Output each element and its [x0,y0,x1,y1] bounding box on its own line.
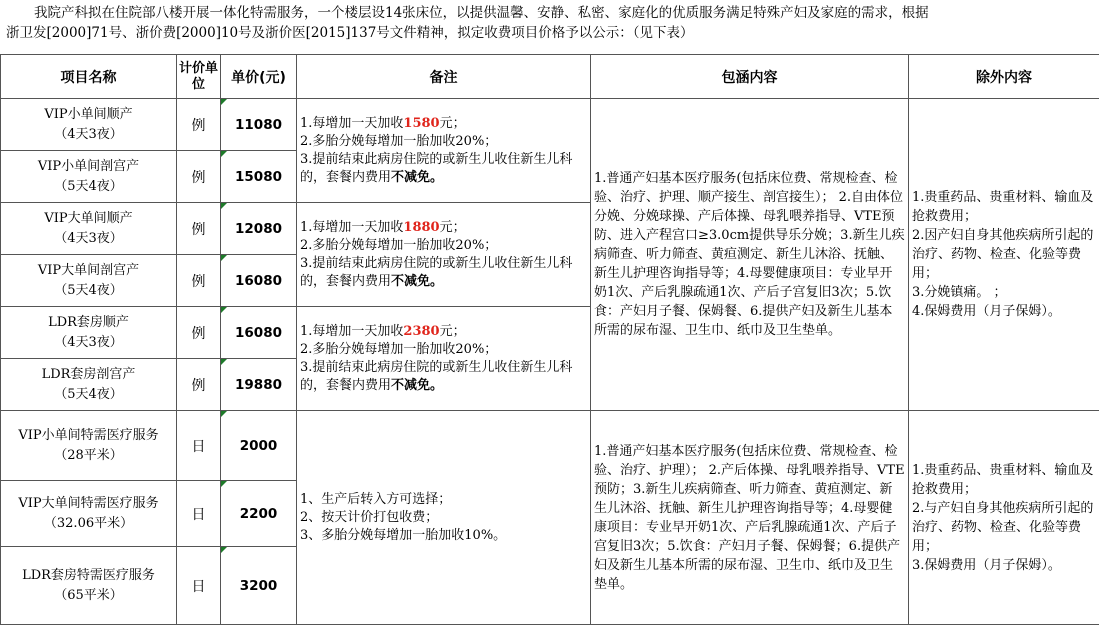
header-note: 备注 [297,55,591,99]
item-unit: 例 [177,359,221,411]
item-name [1,255,177,307]
item-unit: 例 [177,99,221,151]
item-unit: 日 [177,481,221,547]
item-price: 19880 [221,359,297,411]
item-name-line: VIP大单间特需医疗服务 [18,495,159,511]
item-duration: （4天3夜） [54,334,123,350]
intro-line-2: 浙卫发[2000]71号、浙价费[2000]10号及浙价医[2015]137号文件精神，拟定收费项目价格予以公示：（见下表） [6,25,694,41]
exclude-line: 2.因产妇自身其他疾病所引起的治疗、药物、检查、化验等费用； [912,228,1094,281]
note-line: 3.提前结束此病房住院的或新生儿收住新生儿科的，套餐内费用不减免。 [300,359,573,393]
header-exclude: 除外内容 [909,55,1099,99]
note-line: 3.提前结束此病房住院的或新生儿收住新生儿科的，套餐内费用不减免。 [300,151,573,185]
note-cell [297,307,591,411]
item-unit: 日 [177,411,221,481]
exclude-line: 3.分娩镇痛。 ； [912,285,1007,300]
item-unit: 例 [177,203,221,255]
table-row [1,411,1099,481]
note-cell-daily [297,411,591,625]
item-price: 15080 [221,151,297,203]
item-name [1,411,177,481]
header-price: 单价(元) [221,55,297,99]
note-line: 1.每增加一天加收1580元； [300,115,466,131]
item-name [1,203,177,255]
exclude-cell-package [909,99,1099,411]
extra-day-amount: 2380 [403,323,440,339]
item-duration: （5天4夜） [54,178,123,194]
include-cell-package: 1.普通产妇基本医疗服务(包括床位费、常规检查、检验、治疗、护理、顺产接生、剖宫接生）； 2.自由体位分娩、分娩球操、产后体操、母乳喂养指导、VTE预防、进入产程宫口≥3.0cm提供导乐分娩；3.新生儿疾病筛查、听力筛查、黄疸测定、新生儿沐浴、抚触、新生儿护理咨询指导等；4.母婴健康项目：专业早开奶1次、产后乳腺疏通1次、产后子宫复旧3次；5.饮食：产妇月子餐、保姆餐、6.提供产妇及新生儿基本所需的尿布湿、卫生巾、纸巾及卫生垫单。 [591,99,909,411]
note-line: 3.提前结束此病房住院的或新生儿收住新生儿科的，套餐内费用不减免。 [300,255,573,289]
item-name-line: VIP小单间顺产 [44,106,133,122]
item-duration: （4天3夜） [54,230,123,246]
item-price: 11080 [221,99,297,151]
item-duration: （4天3夜） [54,126,123,142]
item-name-line: VIP小单间特需医疗服务 [18,427,159,443]
exclude-line: 2.与产妇自身其他疾病所引起的治疗、药物、检查、化验等费用； [912,500,1094,554]
item-name [1,481,177,547]
table-row [1,99,1099,151]
item-name-line: VIP大单间顺产 [44,210,133,226]
item-price: 2000 [221,411,297,481]
item-unit: 日 [177,547,221,625]
note-line: 1.每增加一天加收2380元； [300,323,466,339]
header-name: 项目名称 [1,55,177,99]
item-name [1,359,177,411]
exclude-line: 4.保姆费用（月子保姆）。 [912,304,1061,319]
item-duration: （5天4夜） [54,282,123,298]
item-price: 16080 [221,307,297,359]
item-price: 2200 [221,481,297,547]
item-unit: 例 [177,307,221,359]
extra-day-amount: 1580 [403,115,440,131]
item-name-line: LDR套房剖宫产 [41,366,136,382]
item-name [1,547,177,625]
item-duration: （5天4夜） [54,386,123,402]
note-line: 2.多胎分娩每增加一胎加收20%； [300,237,498,253]
item-name [1,99,177,151]
note-line: 2、按天计价打包收费； [300,509,439,525]
note-line: 2.多胎分娩每增加一胎加收20%； [300,341,498,357]
item-name-line: LDR套房特需医疗服务 [22,567,155,583]
item-name-line: VIP大单间剖宫产 [37,262,140,278]
note-cell [297,99,591,203]
item-duration: （28平米） [54,447,123,463]
item-name [1,151,177,203]
note-line: 3、多胎分娩每增加一胎加收10%。 [300,527,507,543]
item-unit: 例 [177,255,221,307]
exclude-cell-daily [909,411,1099,625]
note-line: 2.多胎分娩每增加一胎加收20%； [300,133,498,149]
include-cell-daily: 1.普通产妇基本医疗服务(包括床位费、常规检查、检验、治疗、护理）； 2.产后体操、母乳喂养指导、VTE预防；3.新生儿疾病筛查、听力筛查、黄疸测定、新生儿沐浴、抚触、新生儿护理咨询指导等；4.母婴健康项目：专业早开奶1次、产后乳腺疏通1次、产后子宫复旧3次；5.饮食：产妇月子餐、保姆餐；6.提供产妇及新生儿基本所需的尿布湿、卫生巾、纸巾及卫生垫单。 [591,411,909,625]
header-row [1,55,1099,99]
item-duration: （32.06平米） [43,515,134,531]
item-price: 12080 [221,203,297,255]
item-price: 16080 [221,255,297,307]
item-name-line: LDR套房顺产 [48,314,129,330]
item-name [1,307,177,359]
header-unit: 计价单位 [177,55,221,99]
intro-paragraph [0,0,1099,52]
exclude-line: 1.贵重药品、贵重材料、输血及抢救费用； [912,190,1094,224]
item-duration: （65平米） [54,587,123,603]
price-table [0,54,1099,625]
exclude-line: 3.保姆费用（月子保姆）。 [912,557,1061,573]
item-unit: 例 [177,151,221,203]
exclude-line: 1.贵重药品、贵重材料、输血及抢救费用； [912,462,1094,497]
extra-day-amount: 1880 [403,219,440,235]
note-cell [297,203,591,307]
item-name-line: VIP小单间剖宫产 [37,158,140,174]
item-price: 3200 [221,547,297,625]
note-line: 1.每增加一天加收1880元； [300,219,466,235]
intro-line-1: 我院产科拟在住院部八楼开展一体化特需服务，一个楼层设14张床位，以提供温馨、安静、私密、家庭化的优质服务满足特殊产妇及家庭的需求，根据 [34,5,929,21]
note-line: 1、生产后转入方可选择； [300,491,452,507]
header-include: 包涵内容 [591,55,909,99]
